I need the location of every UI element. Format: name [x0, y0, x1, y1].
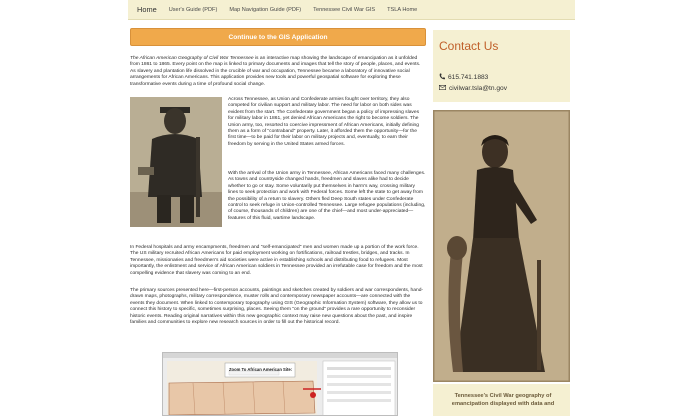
intro-title: The African American Geography of Civil War Tennessee [130, 56, 254, 61]
caption-box [433, 384, 570, 416]
nav-tsla-home-link[interactable]: TSLA Home [387, 6, 418, 13]
woman-photo [433, 110, 570, 382]
zoom-to-site-label: Zoom To African American Site: [229, 367, 293, 372]
continue-to-gis-button[interactable]: Continue to the GIS Application [130, 28, 426, 46]
nav-users-guide-link[interactable]: User's Guide (PDF) [168, 6, 218, 13]
gis-application-screenshot[interactable] [162, 352, 398, 416]
soldier-photo [130, 97, 222, 227]
contact-phone [439, 73, 488, 82]
photo-caption: Tennessee's Civil War geography of emancipation displayed with data and [451, 393, 555, 407]
intro-text: is an interactive map showing the landscape of emancipation as it unfolded from 1861 to 1865. Every point on the map is linked to primary documents and images that tell the story of people, places, and events. As slavery and plantation life dissolved in the crucible of war and occupation, Tennessee became a laboratory of innovative social arrangements for African Americans. This application provides new tools and powerful geospatial software for exploring these transformative events during a time of profound social change. [130, 56, 421, 87]
contact-title: Contact Us [439, 39, 499, 53]
top-navigation-bar [128, 0, 575, 20]
phone-number: 615.741.1883 [448, 74, 489, 81]
nav-civil-war-gis-link[interactable]: Tennessee Civil War GIS [313, 6, 376, 13]
intro-paragraph [130, 56, 426, 88]
nav-home-link[interactable]: Home [137, 5, 157, 14]
contact-box [433, 30, 570, 102]
nav-map-guide-link[interactable]: Map Navigation Guide (PDF) [229, 6, 302, 13]
phone-icon [439, 73, 445, 82]
para-sources: The primary sources presented here—first-person accounts, paintings and sketches created by soldiers and war correspondents, hand-drawn maps, photographs, military correspondence, muster rolls and contemporary newspaper accounts—are connected with the events they document. When linked to contemporary topography using GIS (Geographic Information System) software, they allow us to connect this history to specific, sometimes surprising, places. Seeing them "on the ground" provides a rare opportunity to reconsider historic events. Reading original narratives within this new geographic context may raise new questions about the past, and inspire families and communities to explore new research sources in order to fill out the historical record. [130, 288, 424, 326]
contact-email [439, 85, 507, 92]
email-link[interactable]: civilwar.tsla@tn.gov [449, 85, 507, 92]
para-labor: Across Tennessee, as Union and Confederate armies fought over territory, they also competed for civilian support and military labor. The need for labor on both sides was evident from the start. The Confederate government began a policy of impressing slaves for military labor in 1861, yet denied African Americans the right to become soldiers. The Union army, too, resorted to coercive impressment of African Americans, initially defining them as a form of "contraband" property. Later, it afforded them the opportunity—for the first time—to be paid for their labor on military projects and, eventually, to earn their freedom by serving in the United States armed forces. [228, 97, 420, 147]
envelope-icon [439, 85, 446, 92]
para-hospitals: In Federal hospitals and army encampments, freedmen and "self-emancipated" men and women made up a portion of the work force. The US military recruited African Americans for paid employment working on fortifications, railroad trestles, bridges, and tracks. In Tennessee, missionaries and freedmen's aid societies were active in establishing schools and distributing food to refugees. Most importantly, the enlistment and service of African American soldiers in Tennessee provided an irrefutable case for freedom and the most compelling evidence that slavery was coming to an end. [130, 245, 423, 276]
para-challenges: With the arrival of the Union army in Tennessee, African Americans faced many challenges. As towns and countryside changed hands, freedmen and slaves alike had to decide whether to go or stay. Some voluntarily put themselves in harm's way, crossing military lines to seek protection and work with Federal forces. Some left the state to get away from the possibility of a return to slavery. Others fled Deep South states under Confederate control to seek refuge in Union-controlled Tennessee. Large refugee populations (including, of course, thousands of children) are one of the chief—and most under-appreciated—features of this fluid, wartime landscape. [228, 171, 426, 221]
